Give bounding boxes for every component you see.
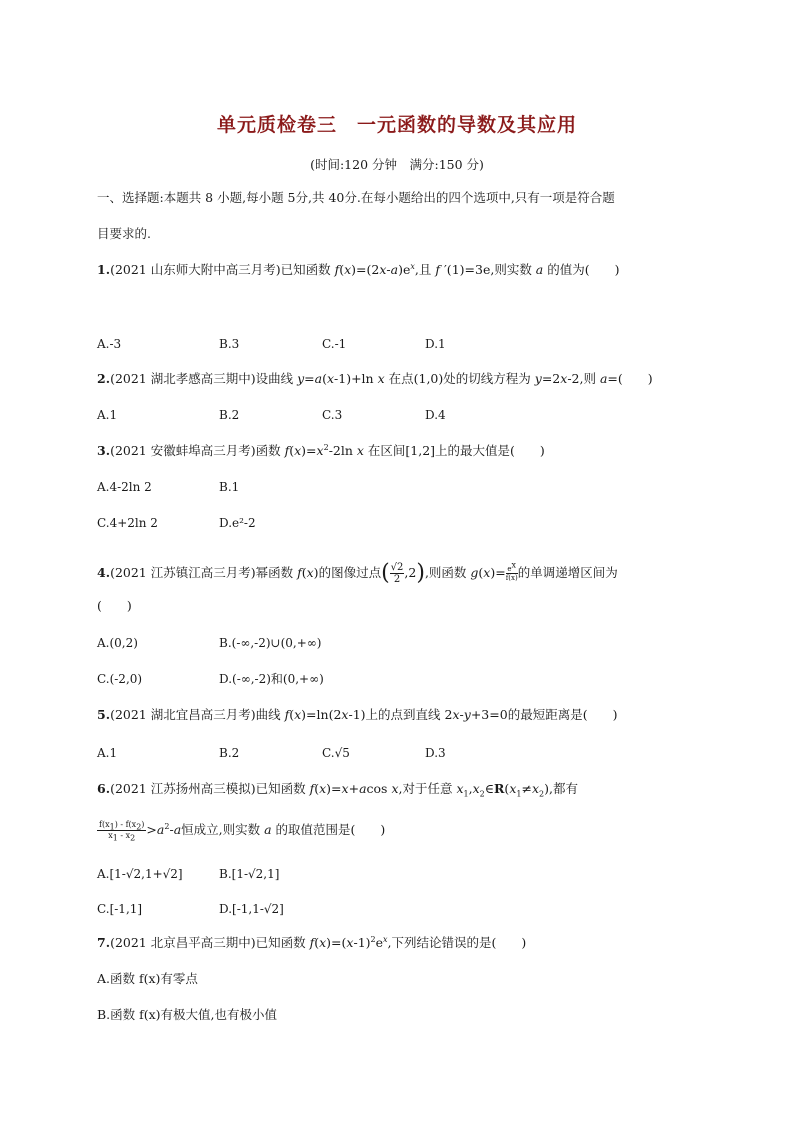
question-6: 6.(2021 江苏扬州高三模拟)已知函数 f(x)=x+acos x,对于任意 $x_1,x_2\in R(x_1\ne x_2)$,都有	[97, 781, 578, 799]
question-source: (2021 江苏扬州高三模拟)已知函数	[110, 781, 310, 796]
option-d: D.4	[425, 408, 446, 422]
question-4-line2: ( )	[97, 598, 132, 613]
question-text: ,对于任意	[398, 781, 457, 796]
question-source: (2021 安徽蚌埠高三月考)函数	[110, 443, 285, 458]
question-text-end: 的最短距离是( )	[507, 707, 618, 722]
question-text: 在点(1,0)处的切线方程为	[384, 371, 535, 386]
option-c: C.-1	[322, 337, 347, 351]
option-b: B.2	[219, 746, 240, 760]
option-a: A.-3	[97, 337, 122, 351]
option-c: C.√5	[322, 746, 350, 760]
question-4: 4.(2021 江苏镇江高三月考)幂函数 f(x)的图像过点( $\frac{√2}{2}$ ,2),则函数 g(x)= $\frac{e^x}{f(x)}$ 的单调递增区间为	[97, 560, 618, 586]
option-d: D.[-1,1-√2]	[219, 902, 284, 916]
question-number: 2.	[97, 371, 111, 386]
option-b: B.1	[219, 480, 240, 494]
option-c: C.[-1,1]	[97, 902, 143, 916]
option-a: A.(0,2)	[97, 636, 138, 650]
section-intro-line1: 一、选择题:本题共 8 小题,每小题 5分,共 40分.在每小题给出的四个选项中,只有一项是符合题	[97, 190, 615, 205]
option-b: B.函数 f(x)有极大值,也有极小值	[97, 1007, 278, 1022]
question-3: 3.(2021 安徽蚌埠高三月考)函数 $f(x)=x^2-2\ln$ x 在区间[1,2]上的最大值是( )	[97, 442, 545, 458]
option-d: D.(-∞,-2)和(0,+∞)	[219, 672, 324, 686]
question-6-line2: $\frac{f(x_1) - f(x_2)}{x_1 - x_2}$ $>a^2-a$恒成立,则实数 a 的取值范围是( )	[99, 820, 386, 843]
question-number: 7.	[97, 935, 111, 950]
question-source: (2021 江苏镇江高三月考)幂函数	[110, 565, 298, 580]
question-text-end: 在区间[1,2]上的最大值是( )	[363, 443, 545, 458]
question-text-end: ,下列结论错误的是( )	[387, 935, 527, 950]
option-c: C.3	[322, 408, 343, 422]
option-a: A.函数 f(x)有零点	[97, 971, 198, 986]
question-number: 1.	[97, 262, 111, 277]
question-text-2: ,则函数	[424, 565, 471, 580]
option-a: A.[1-√2,1+√2]	[97, 867, 183, 881]
question-2: 2.(2021 湖北孝感高三期中)设曲线 y=a(x-1)+ln x 在点(1,0)处的切线方程为 y=2x-2,则 a=( )	[97, 371, 653, 386]
option-b: B.2	[219, 408, 240, 422]
question-number: 5.	[97, 707, 111, 722]
question-text-end: ,则	[579, 371, 600, 386]
question-text: 的图像过点	[318, 565, 382, 580]
question-number: 4.	[97, 565, 111, 580]
question-source: (2021 北京昌平高三期中)已知函数	[110, 935, 310, 950]
question-text: 上的点到直线	[365, 707, 445, 722]
option-b: B.3	[219, 337, 240, 351]
question-5: 5.(2021 湖北宜昌高三月考)曲线 f(x)=ln(2x-1)上的点到直线 2x-y+3=0的最短距离是( )	[97, 707, 618, 722]
question-text-end: 的取值范围是( )	[271, 822, 386, 837]
page-title: 单元质检卷三 一元函数的导数及其应用	[216, 114, 577, 136]
question-source: (2021 湖北孝感高三期中)设曲线	[110, 371, 298, 386]
question-source: (2021 湖北宜昌高三月考)曲线	[110, 707, 285, 722]
question-1: 1.(2021 山东师大附中高三月考)已知函数 $f(x)=(2x-a)e^x$,且 f ′(1)=3e,则实数 a 的值为( )	[97, 261, 620, 277]
option-b: B.(-∞,-2)∪(0,+∞)	[219, 636, 322, 650]
question-text: ,则实数	[490, 262, 536, 277]
question-text-end: ,都有	[549, 781, 578, 796]
option-c: C.4+2ln 2	[97, 516, 158, 530]
question-number: 6.	[97, 781, 111, 796]
option-a: A.1	[97, 746, 118, 760]
question-text-end: 的值为( )	[543, 262, 620, 277]
option-a: A.4-2ln 2	[97, 480, 152, 494]
question-7: 7.(2021 北京昌平高三期中)已知函数 $f(x)=(x-1)^2e^x$,下列结论错误的是( )	[97, 934, 527, 950]
option-c: C.(-2,0)	[97, 672, 143, 686]
question-text: 恒成立,则实数	[181, 822, 265, 837]
page-subtitle: (时间:120 分钟 满分:150 分)	[310, 157, 484, 172]
option-a: A.1	[97, 408, 118, 422]
option-b: B.[1-√2,1]	[219, 867, 280, 881]
question-text-end: 的单调递增区间为	[517, 565, 618, 580]
option-d: D.e²-2	[219, 516, 256, 530]
question-number: 3.	[97, 443, 111, 458]
question-source: (2021 山东师大附中高三月考)已知函数	[110, 262, 335, 277]
option-d: D.3	[425, 746, 446, 760]
section-intro-line2: 目要求的.	[97, 226, 151, 241]
option-d: D.1	[425, 337, 446, 351]
